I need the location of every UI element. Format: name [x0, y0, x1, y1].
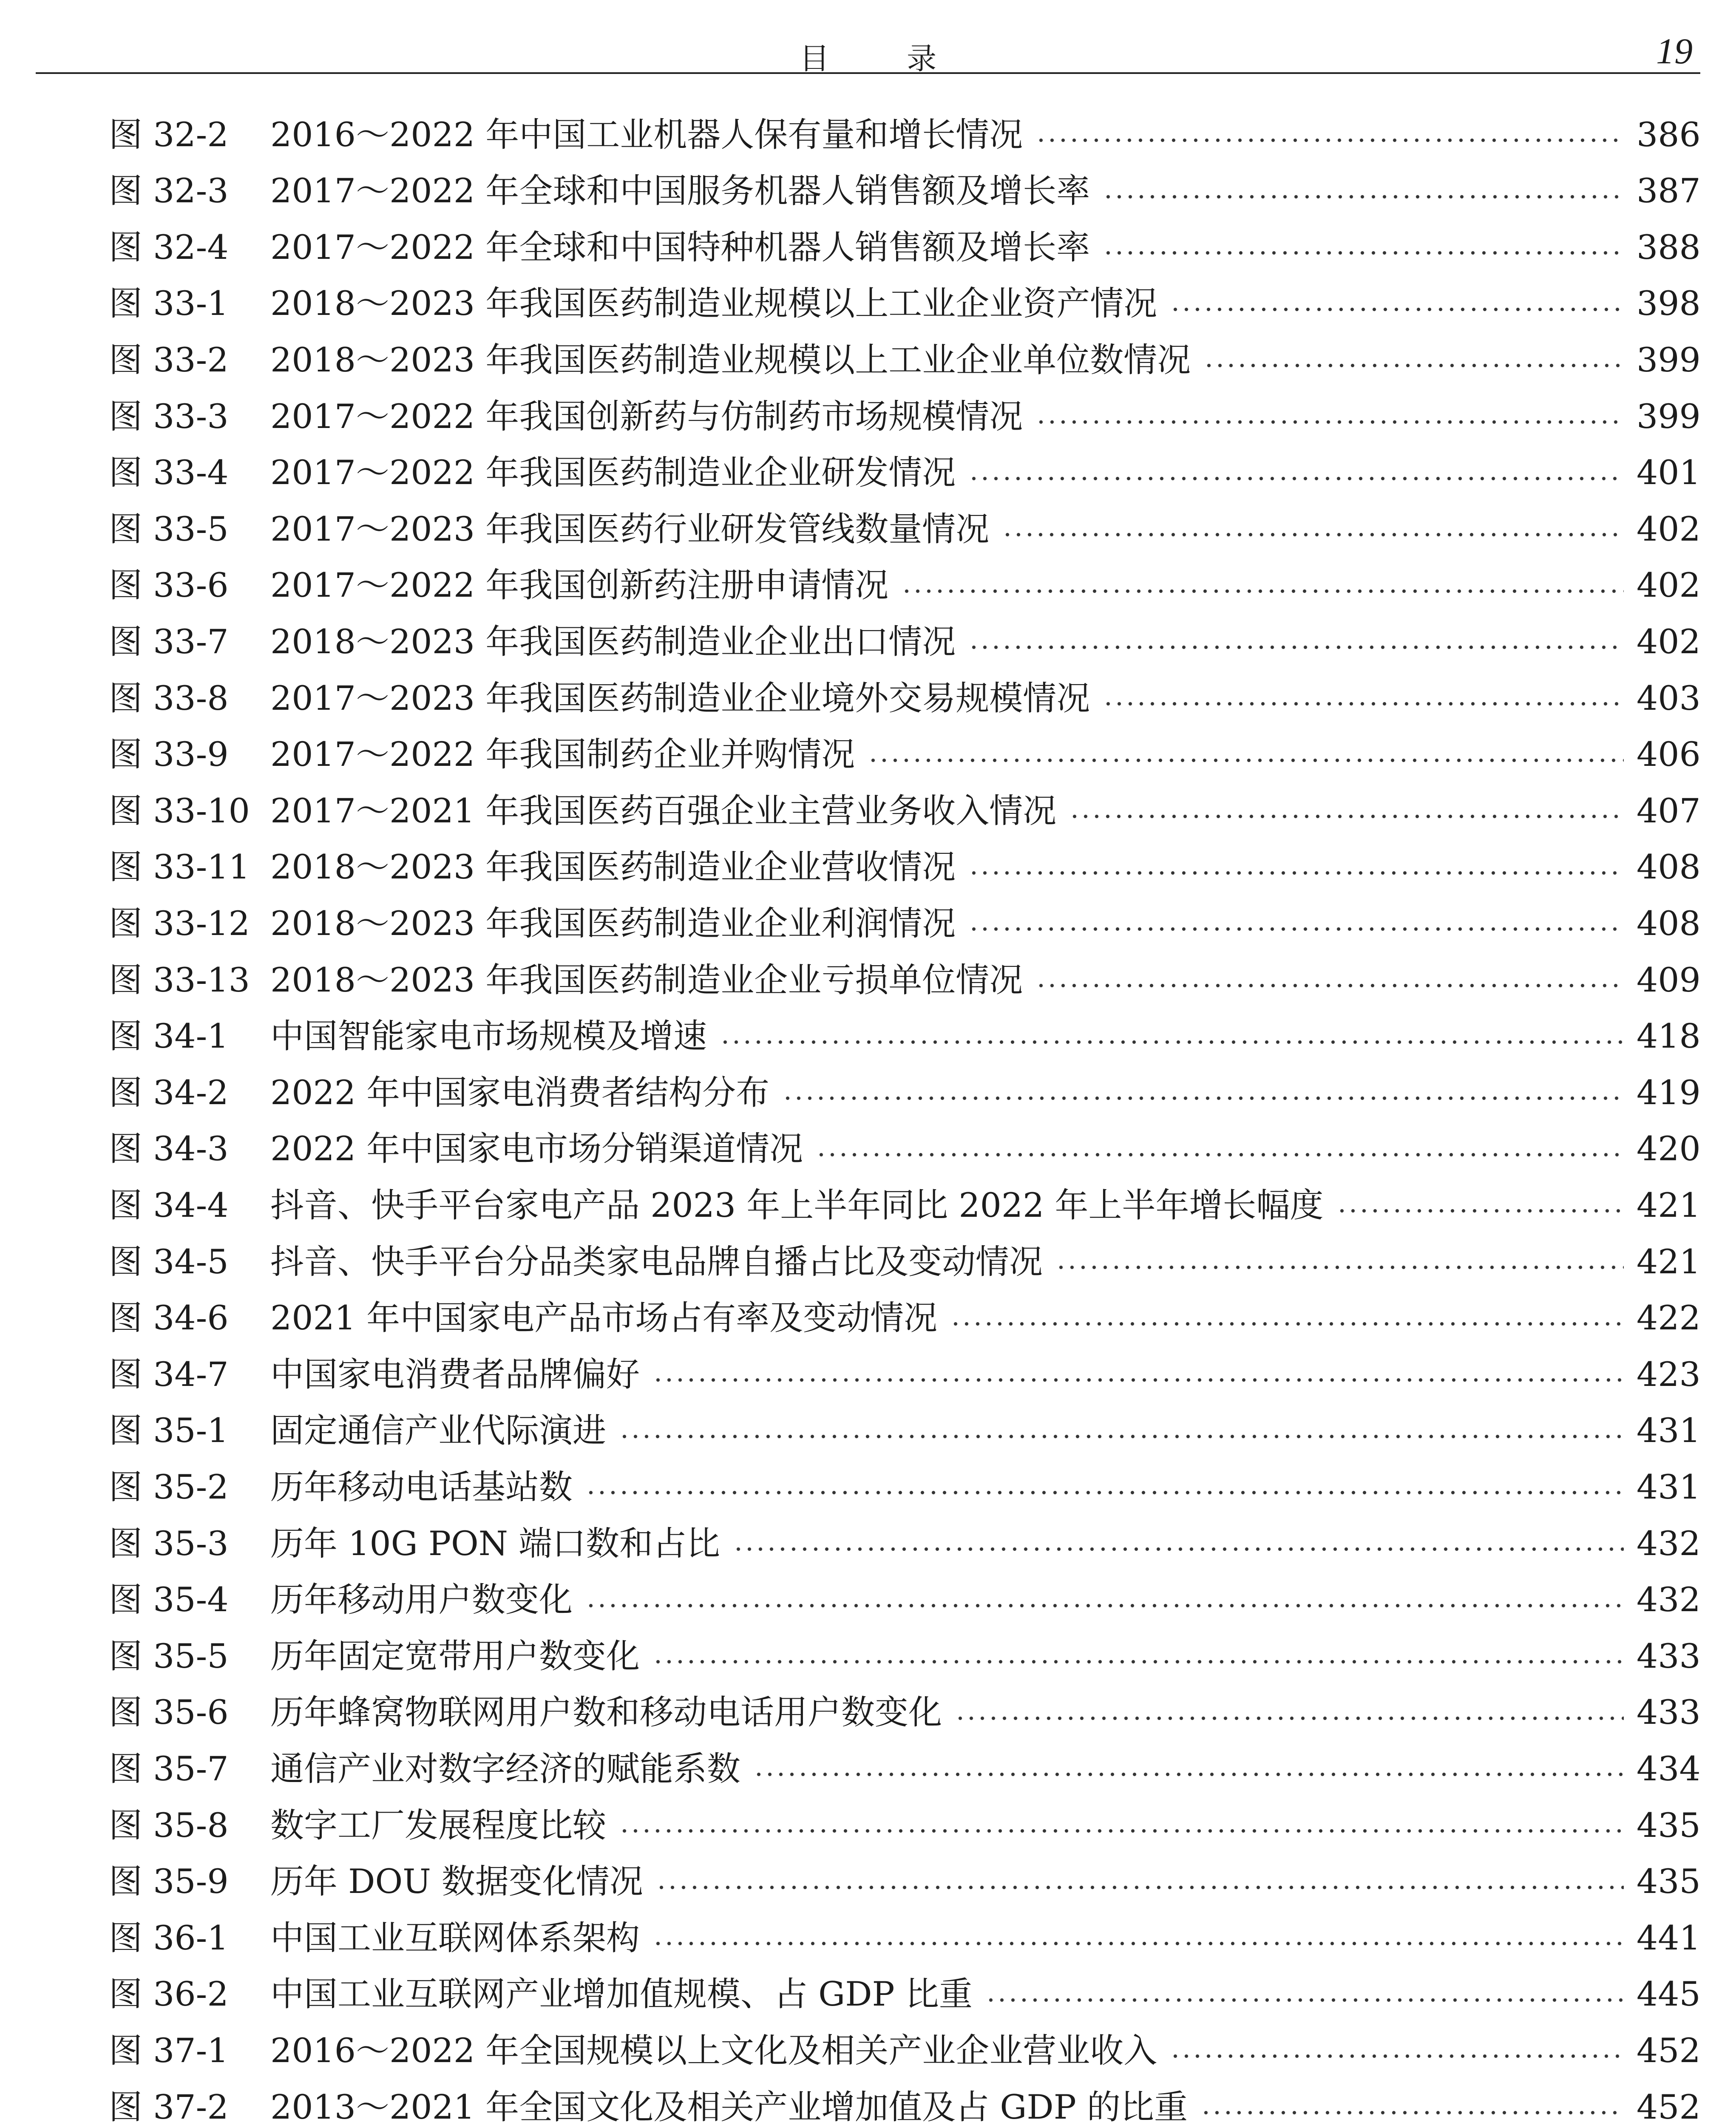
toc-entry[interactable]: [109, 450, 1700, 496]
dot-leader: [901, 588, 1624, 594]
dot-leader: [1170, 306, 1624, 312]
dot-leader: [1055, 1264, 1624, 1270]
page-ref: 399: [1637, 397, 1701, 436]
figure-title: 中国智能家电市场规模及增速: [270, 1017, 707, 1056]
figure-title: 2018～2023 年我国医药制造业企业营收情况: [270, 847, 956, 887]
page-ref: 402: [1637, 509, 1701, 549]
page-ref: 435: [1637, 1862, 1701, 1901]
dot-leader: [652, 1941, 1624, 1946]
dot-leader: [1336, 1208, 1624, 1214]
figure-number: 图 33-11: [109, 847, 250, 887]
figure-title: 2018～2023 年我国医药制造业规模以上工业企业资产情况: [270, 284, 1157, 323]
figure-number: 图 33-2: [109, 340, 229, 380]
page-ref: 419: [1637, 1073, 1701, 1112]
page-ref: 406: [1637, 735, 1701, 774]
page-ref: 433: [1637, 1636, 1701, 1676]
toc-entry[interactable]: [109, 168, 1700, 215]
toc-entry[interactable]: [109, 562, 1700, 609]
figure-number: 图 35-8: [109, 1805, 229, 1845]
figure-number: 图 33-6: [109, 566, 229, 605]
dot-leader: [720, 1039, 1624, 1045]
dot-leader: [968, 870, 1624, 876]
page-ref: 433: [1637, 1693, 1701, 1732]
figure-number: 图 33-12: [109, 904, 250, 943]
dot-leader: [733, 1546, 1624, 1552]
page-ref: 441: [1637, 1918, 1701, 1958]
figure-number: 图 35-9: [109, 1862, 229, 1901]
page-ref: 402: [1637, 622, 1701, 661]
figure-title: 2018～2023 年我国医药制造业规模以上工业企业单位数情况: [270, 340, 1191, 380]
dot-leader: [955, 1715, 1624, 1721]
dot-leader: [1103, 250, 1624, 256]
figure-title: 2017～2022 年我国医药制造业企业研发情况: [270, 453, 956, 493]
dot-leader: [1203, 363, 1624, 368]
page-ref: 403: [1637, 678, 1701, 718]
figure-title: 2017～2022 年我国制药企业并购情况: [270, 735, 855, 774]
figure-number: 图 33-10: [109, 791, 250, 830]
figure-title: 2021 年中国家电产品市场占有率及变动情况: [270, 1298, 938, 1338]
figure-title: 2018～2023 年我国医药制造业企业利润情况: [270, 904, 956, 943]
toc-entry[interactable]: [109, 675, 1700, 722]
toc-entry[interactable]: [109, 111, 1700, 158]
figure-number: 图 37-2: [109, 2087, 229, 2125]
figure-title: 2016～2022 年全国规模以上文化及相关产业企业营业收入: [270, 2031, 1157, 2070]
page-ref: 421: [1637, 1242, 1701, 1281]
dot-leader: [1002, 532, 1624, 538]
figure-title: 2016～2022 年中国工业机器人保有量和增长情况: [270, 115, 1023, 154]
toc-entry[interactable]: [109, 1126, 1700, 1173]
figure-title: 2013～2021 年全国文化及相关产业增加值及占 GDP 的比重: [270, 2087, 1188, 2125]
figure-title: 2017～2023 年我国医药行业研发管线数量情况: [270, 509, 990, 549]
dot-leader: [1069, 813, 1624, 819]
toc-entry[interactable]: [109, 788, 1700, 834]
page-ref: 386: [1637, 115, 1701, 154]
figure-title: 2017～2023 年我国医药制造业企业境外交易规模情况: [270, 678, 1090, 718]
dot-leader: [1035, 137, 1624, 143]
dot-leader: [656, 1884, 1624, 1890]
page-ref: 431: [1637, 1467, 1701, 1507]
page-ref: 452: [1637, 2087, 1701, 2125]
page-ref: 422: [1637, 1298, 1701, 1338]
figure-title: 固定通信产业代际演进: [270, 1411, 606, 1451]
figure-number: 图 35-5: [109, 1636, 229, 1676]
figure-number: 图 32-2: [109, 115, 229, 154]
dot-leader: [968, 644, 1624, 650]
page-ref: 432: [1637, 1580, 1701, 1620]
dot-leader: [1103, 701, 1624, 707]
page-ref: 409: [1637, 960, 1701, 1000]
page-number: 19: [1656, 31, 1693, 71]
dot-leader: [816, 1152, 1624, 1158]
dot-leader: [968, 926, 1624, 932]
figure-title: 2018～2023 年我国医药制造业企业出口情况: [270, 622, 956, 661]
dot-leader: [868, 757, 1624, 763]
toc-entry[interactable]: [109, 506, 1700, 552]
figure-number: 图 35-3: [109, 1524, 229, 1563]
figure-title: 2017～2022 年我国创新药与仿制药市场规模情况: [270, 397, 1023, 436]
dot-leader: [652, 1659, 1624, 1665]
toc-entry[interactable]: [109, 1295, 1700, 1342]
dot-leader: [968, 476, 1624, 482]
toc-entry[interactable]: [109, 1013, 1700, 1060]
figure-number: 图 34-4: [109, 1185, 229, 1225]
toc-entry[interactable]: [109, 337, 1700, 383]
figure-number: 图 35-6: [109, 1693, 229, 1732]
toc-entry[interactable]: [109, 1971, 1700, 2018]
page-ref: 434: [1637, 1749, 1701, 1788]
dot-leader: [619, 1828, 1624, 1834]
figure-title: 抖音、快手平台分品类家电品牌自播占比及变动情况: [270, 1242, 1043, 1281]
page-ref: 399: [1637, 340, 1701, 380]
page-ref: 432: [1637, 1524, 1701, 1563]
dot-leader: [753, 1771, 1624, 1777]
toc-entry[interactable]: [109, 1520, 1700, 1567]
figure-title: 数字工厂发展程度比较: [270, 1805, 606, 1845]
figure-title: 2022 年中国家电消费者结构分布: [270, 1073, 770, 1112]
figure-number: 图 35-7: [109, 1749, 229, 1788]
toc-entry[interactable]: [109, 224, 1700, 271]
toc-entry[interactable]: [109, 393, 1700, 440]
figure-number: 图 36-1: [109, 1918, 229, 1958]
figure-title: 中国工业互联网产业增加值规模、占 GDP 比重: [270, 1975, 973, 2014]
figure-number: 图 37-1: [109, 2031, 229, 2070]
toc-entry[interactable]: [109, 1464, 1700, 1510]
dot-leader: [1103, 194, 1624, 200]
dot-leader: [585, 1490, 1624, 1496]
figure-title: 通信产业对数字经济的赋能系数: [270, 1749, 740, 1788]
figure-number: 图 34-7: [109, 1354, 229, 1394]
figure-title: 2017～2021 年我国医药百强企业主营业务收入情况: [270, 791, 1057, 830]
figure-title: 2017～2022 年全球和中国服务机器人销售额及增长率: [270, 171, 1090, 211]
figure-title: 中国工业互联网体系架构: [270, 1918, 640, 1958]
page-ref: 398: [1637, 284, 1701, 323]
dot-leader: [1035, 419, 1624, 425]
figure-title: 2018～2023 年我国医药制造业企业亏损单位情况: [270, 960, 1023, 1000]
figure-title: 历年蜂窝物联网用户数和移动电话用户数变化: [270, 1693, 942, 1732]
figure-title: 历年 10G PON 端口数和占比: [270, 1524, 720, 1563]
toc-entry[interactable]: [109, 1859, 1700, 1905]
figure-title: 2017～2022 年全球和中国特种机器人销售额及增长率: [270, 227, 1090, 267]
page-ref: 408: [1637, 904, 1701, 943]
page-title: 目 录: [799, 41, 971, 76]
dot-leader: [585, 1603, 1624, 1609]
toc-entry[interactable]: [109, 1238, 1700, 1285]
figure-title: 历年固定宽带用户数变化: [270, 1636, 640, 1676]
toc-entry[interactable]: [109, 1408, 1700, 1454]
page-ref: 420: [1637, 1129, 1701, 1169]
figure-number: 图 34-6: [109, 1298, 229, 1338]
page-header: [36, 26, 1700, 74]
toc-entry[interactable]: [109, 731, 1700, 778]
page-ref: 388: [1637, 227, 1701, 267]
dot-leader: [1200, 2110, 1624, 2116]
toc-entry[interactable]: [109, 1351, 1700, 1398]
dot-leader: [652, 1377, 1624, 1383]
page-ref: 423: [1637, 1354, 1701, 1394]
figure-number: 图 35-1: [109, 1411, 229, 1451]
page-ref: 402: [1637, 566, 1701, 605]
toc-entry[interactable]: [109, 1069, 1700, 1116]
figure-number: 图 34-3: [109, 1129, 229, 1169]
figure-number: 图 33-8: [109, 678, 229, 718]
figure-title: 中国家电消费者品牌偏好: [270, 1354, 640, 1394]
toc-entry[interactable]: [109, 957, 1700, 1003]
figure-number: 图 34-5: [109, 1242, 229, 1281]
figure-number: 图 34-1: [109, 1017, 229, 1056]
page-ref: 387: [1637, 171, 1701, 211]
page-ref: 435: [1637, 1805, 1701, 1845]
figure-title: 2017～2022 年我国创新药注册申请情况: [270, 566, 889, 605]
page-ref: 401: [1637, 453, 1701, 493]
dot-leader: [985, 1997, 1624, 2003]
figure-number: 图 33-4: [109, 453, 229, 493]
page-ref: 445: [1637, 1975, 1701, 2014]
toc-entry[interactable]: [109, 280, 1700, 327]
toc-entry[interactable]: [109, 1689, 1700, 1736]
toc-entry[interactable]: [109, 1633, 1700, 1680]
toc-entry[interactable]: [109, 1802, 1700, 1849]
page-ref: 431: [1637, 1411, 1701, 1451]
toc-entry[interactable]: [109, 2027, 1700, 2074]
figure-number: 图 32-3: [109, 171, 229, 211]
dot-leader: [1170, 2053, 1624, 2059]
figure-number: 图 35-2: [109, 1467, 229, 1507]
page-ref: 408: [1637, 847, 1701, 887]
figure-title: 抖音、快手平台家电产品 2023 年上半年同比 2022 年上半年增长幅度: [270, 1185, 1324, 1225]
figure-number: 图 33-13: [109, 960, 250, 1000]
dot-leader: [950, 1321, 1624, 1327]
figure-number: 图 33-1: [109, 284, 229, 323]
toc-entry[interactable]: [109, 1577, 1700, 1624]
toc-entry[interactable]: [109, 900, 1700, 947]
figure-number: 图 34-2: [109, 1073, 229, 1112]
figure-title: 2022 年中国家电市场分销渠道情况: [270, 1129, 803, 1169]
dot-leader: [1035, 983, 1624, 989]
page-ref: 407: [1637, 791, 1701, 830]
dot-leader: [619, 1434, 1624, 1439]
toc-entry[interactable]: [109, 1915, 1700, 1961]
figure-title: 历年移动电话基站数: [270, 1467, 573, 1507]
page-ref: 421: [1637, 1185, 1701, 1225]
figure-list: [109, 111, 1700, 2125]
toc-entry[interactable]: [109, 618, 1700, 665]
page-ref: 452: [1637, 2031, 1701, 2070]
dot-leader: [782, 1095, 1624, 1101]
figure-number: 图 32-4: [109, 227, 229, 267]
page-ref: 418: [1637, 1017, 1701, 1056]
toc-entry[interactable]: [109, 1182, 1700, 1229]
figure-number: 图 33-9: [109, 735, 229, 774]
toc-entry[interactable]: [109, 844, 1700, 891]
figure-number: 图 35-4: [109, 1580, 229, 1620]
figure-title: 历年 DOU 数据变化情况: [270, 1862, 643, 1901]
figure-number: 图 33-7: [109, 622, 229, 661]
toc-entry[interactable]: [109, 1745, 1700, 1792]
figure-number: 图 33-5: [109, 509, 229, 549]
figure-title: 历年移动用户数变化: [270, 1580, 573, 1620]
toc-entry[interactable]: [109, 2084, 1700, 2125]
figure-number: 图 36-2: [109, 1975, 229, 2014]
figure-number: 图 33-3: [109, 397, 229, 436]
